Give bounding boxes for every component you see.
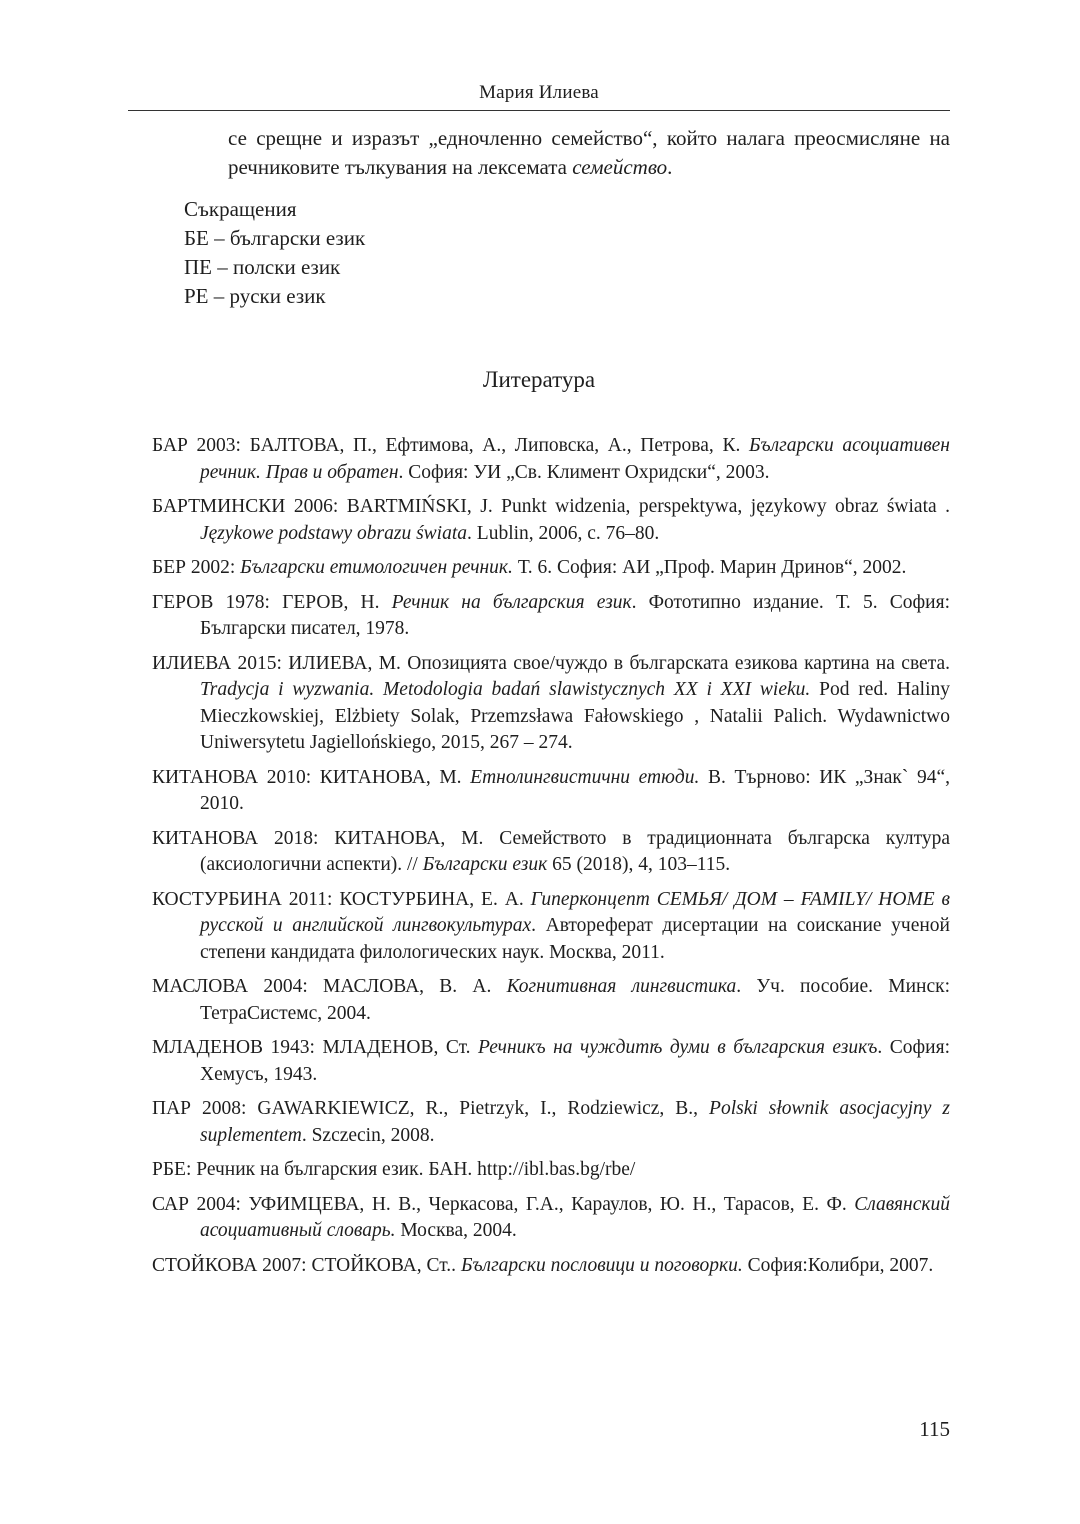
reference-entry <box>152 974 950 1027</box>
reference-title: Polski słownik asocjacyjny z suplementem <box>200 1098 950 1146</box>
reference-text: В. Търново: ИК „Знак` 94“, 2010. <box>200 766 950 814</box>
reference-list <box>152 433 950 1287</box>
reference-entry <box>152 826 950 879</box>
continuation-italic: семейство <box>572 155 668 179</box>
literature-heading: Литература <box>482 367 596 392</box>
reference-entry <box>152 1253 950 1280</box>
continuation-text: се срещне и изразът „едночленно семейство“, който налага преосмисляне на речниковите тълкувания на лексемата <box>228 126 950 179</box>
reference-title: Славянский асоциативный словарь. <box>200 1193 950 1241</box>
reference-text: СТОЙКОВА 2007: СТОЙКОВА, Ст.. <box>152 1254 461 1276</box>
reference-entry <box>152 433 950 486</box>
reference-entry <box>152 1096 950 1149</box>
reference-text: . София: Хемусъ, 1943. <box>200 1037 950 1085</box>
reference-text: ИЛИЕВА 2015: ИЛИЕВА, М. Опозицията свое/чуждо в българската езикова картина на света. <box>152 652 950 674</box>
reference-text: САР 2004: УФИМЦЕВА, Н. В., Черкасова, Г.А., Караулов, Ю. Н., Тарасов, Е. Ф. <box>152 1193 855 1215</box>
reference-text: Москва, 2004. <box>395 1220 517 1241</box>
abbreviation-item: ПЕ – полски език <box>184 255 341 279</box>
reference-entry <box>152 1192 950 1245</box>
reference-title: Речник на българския език <box>391 591 632 613</box>
reference-text: РБЕ: Речник на българския език. БАН. http://ibl.bas.bg/rbe/ <box>152 1159 636 1180</box>
reference-text: София:Колибри, 2007. <box>742 1254 934 1276</box>
reference-title: Когнитивная лингвистика <box>506 976 737 997</box>
reference-text: ГЕРОВ 1978: ГЕРОВ, Н. <box>152 591 392 613</box>
reference-text: БАРТМИНСКИ 2006: BARTMIŃSKI, J. Punkt widzenia, perspektywa, językowy obraz świata . <box>152 496 950 517</box>
reference-title: Български език <box>422 854 548 875</box>
reference-entry <box>152 590 950 643</box>
reference-text: . Автореферат дисертации на соискание ученой степени кандидата филологических наук. Москва, 2011. <box>200 915 950 963</box>
reference-text: . София: УИ „Св. Климент Охридски“, 2003. <box>398 461 770 483</box>
reference-text: КИТАНОВА 2018: КИТАНОВА, М. Семейството в традиционната българска култура (аксиологични аспекти). // <box>152 827 950 875</box>
reference-entry <box>152 555 950 582</box>
running-head: Мария Илиева <box>479 82 599 103</box>
continuation-end: . <box>667 155 673 179</box>
reference-title: Български пословици и поговорки. <box>460 1254 743 1276</box>
reference-title: Językowe podstawy obrazu świata <box>200 522 468 544</box>
reference-title: Български асоциативен речник. Прав и обратен <box>200 435 950 483</box>
reference-entry <box>152 765 950 818</box>
reference-entry <box>152 1035 950 1088</box>
reference-entry <box>152 494 950 547</box>
reference-text: . Фототипно издание. Т. 5. София: Български писател, 1978. <box>200 591 950 639</box>
reference-title: Tradycja i wyzwania. Metodologia badań slawistycznych XX i XXI wieku. <box>200 679 811 700</box>
reference-text: Т. 6. София: АИ „Проф. Марин Дринов“, 2002. <box>512 557 907 578</box>
abbreviations-title: Съкращения <box>184 197 297 221</box>
reference-title: Речникъ на чуждитѣ думи в българския езикъ <box>478 1037 878 1058</box>
reference-text: КОСТУРБИНА 2011: КОСТУРБИНА, Е. А. <box>152 888 531 910</box>
reference-title: Български етимологичен речник. <box>240 557 513 578</box>
reference-title: Етнолингвистични етюди. <box>470 766 700 788</box>
reference-title: Гиперконцепт СЕМЬЯ/ ДОМ – FAMILY/ HOME в русской и английской лингвокультурах <box>200 888 950 936</box>
abbreviations <box>184 195 365 311</box>
reference-entry <box>152 887 950 967</box>
reference-text: БАР 2003: БАЛТОВА, П., Ефтимова, А., Липовска, А., Петрова, К. <box>152 435 749 456</box>
reference-entry <box>152 1157 950 1184</box>
reference-text: ПАР 2008: GAWARKIEWICZ, R., Pietrzyk, I., Rodziewicz, B., <box>152 1098 710 1119</box>
page-number: 115 <box>919 1417 950 1441</box>
reference-text: 65 (2018), 4, 103–115. <box>547 854 731 875</box>
reference-text: . Уч. пособие. Минск: ТетраСистемс, 2004. <box>200 976 950 1024</box>
reference-text: Pod red. Haliny Mieczkowskiej, Elżbiety Solak, Przemzsława Fałowskiego , Natalii Palich. Wydawnictwo Uniwersytetu Jagiellońskiego, 2015, 267 – 274. <box>200 679 950 753</box>
continuation-paragraph <box>228 124 950 182</box>
abbreviation-item: БЕ – български език <box>184 226 366 250</box>
reference-text: БЕР 2002: <box>152 557 241 578</box>
reference-entry <box>152 651 950 757</box>
reference-text: МАСЛОВА 2004: МАСЛОВА, В. А. <box>152 976 507 997</box>
reference-text: КИТАНОВА 2010: КИТАНОВА, М. <box>152 766 471 788</box>
abbreviation-item: РЕ – руски език <box>184 284 326 308</box>
reference-text: . Lublin, 2006, с. 76–80. <box>467 522 660 544</box>
reference-text: . Szczecin, 2008. <box>301 1124 435 1146</box>
reference-text: МЛАДЕНОВ 1943: МЛАДЕНОВ, Ст. <box>152 1037 479 1058</box>
header-rule <box>128 110 950 111</box>
